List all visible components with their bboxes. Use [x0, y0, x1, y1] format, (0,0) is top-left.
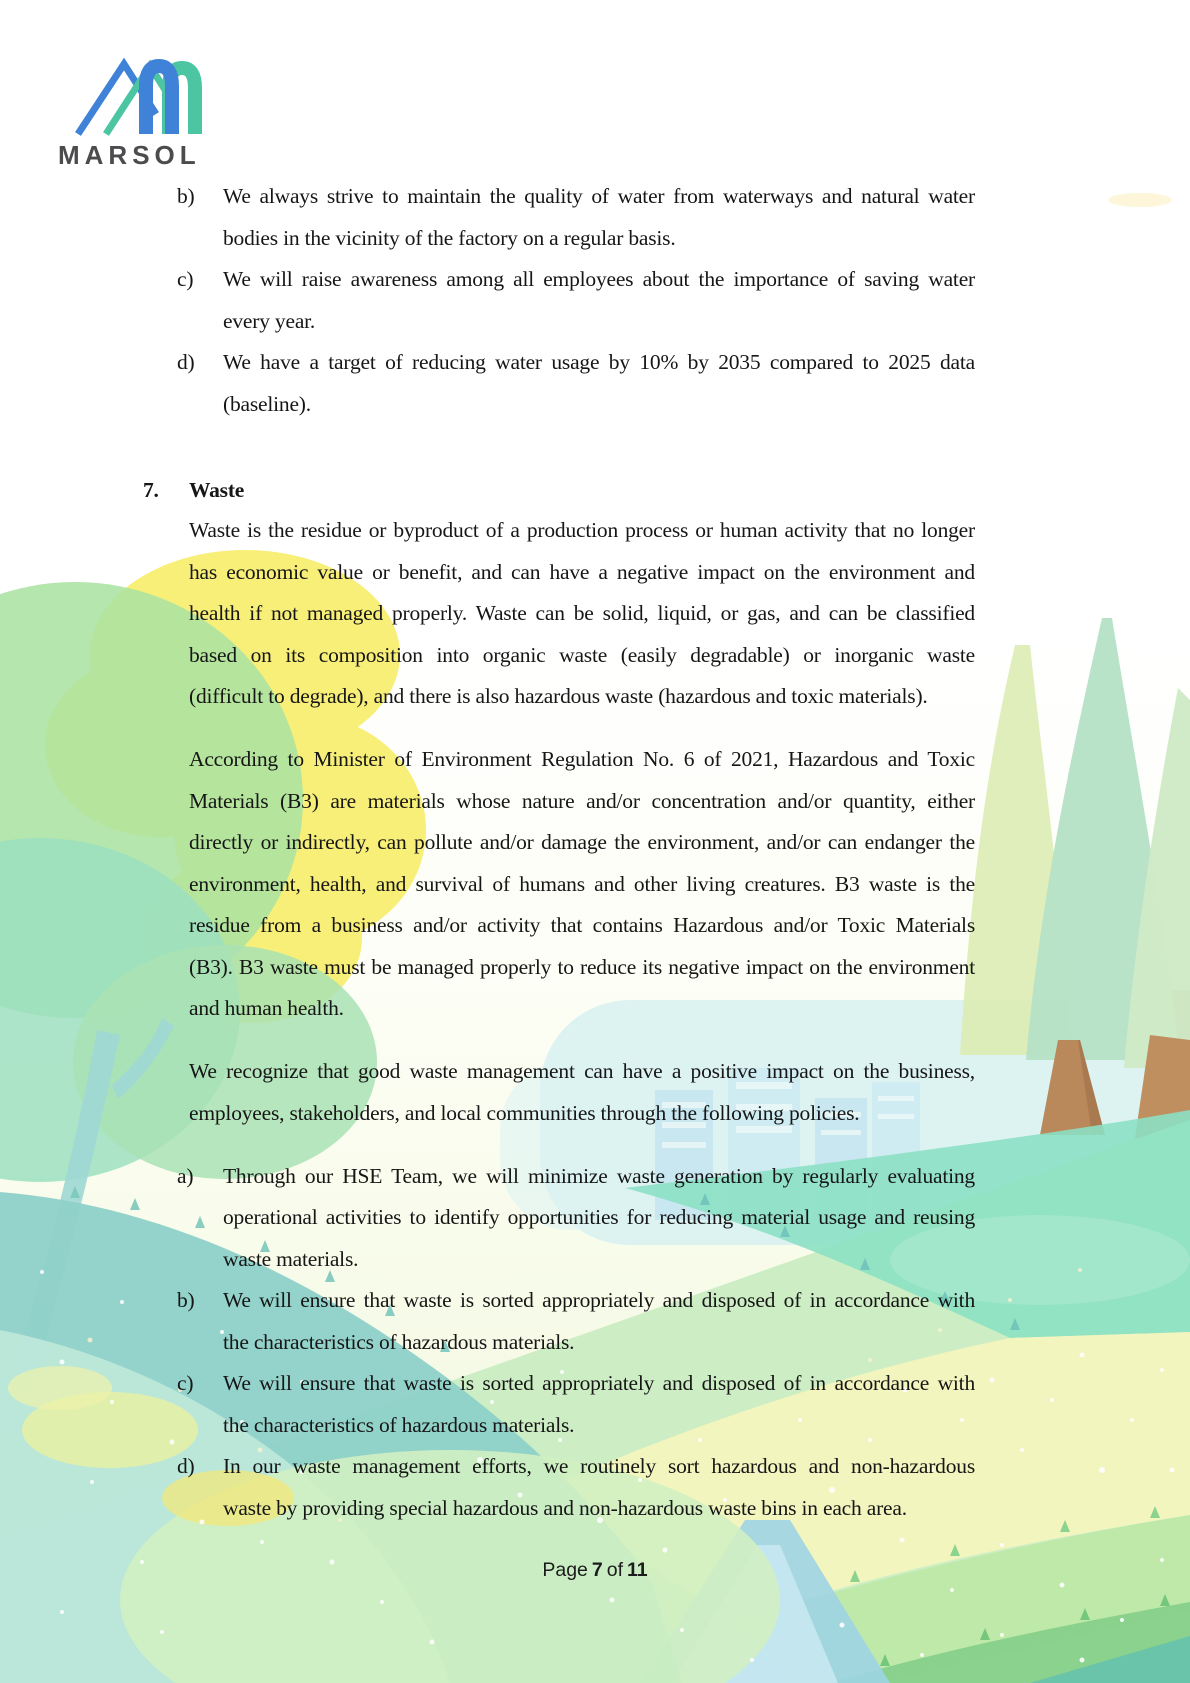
text-line: the characteristics of hazardous materials.: [223, 1412, 575, 1437]
text-line: We will raise awareness among all employees about the importance of saving water: [223, 267, 975, 291]
text-line: Waste is the residue or byproduct of a production process or human activity that no longer: [189, 518, 975, 542]
text-line: has economic value or benefit, and can have a negative impact on the environment and: [189, 559, 975, 584]
text-line: operational activities to identify opportunities for reducing material usage and reusing: [223, 1205, 975, 1229]
text-line: employees, stakeholders, and local communities through the following policies.: [189, 1100, 860, 1125]
list-item-text: [223, 1156, 975, 1281]
list-item-text: [223, 176, 975, 259]
text-line: based on its composition into organic waste (easily degradable) or inorganic waste: [189, 642, 975, 667]
text-line: We recognize that good waste management can have a positive impact on the business,: [189, 1059, 975, 1083]
list-item-text: [223, 259, 975, 342]
text-line: In our waste management efforts, we routinely sort hazardous and non-hazardous: [223, 1454, 975, 1478]
text-line: (difficult to degrade), and there is also hazardous waste (hazardous and toxic materials).: [189, 684, 928, 708]
text-line: environment, health, and survival of humans and other living creatures. B3 waste is the: [189, 871, 975, 896]
list-item: [177, 1446, 975, 1529]
list-marker: b): [177, 184, 195, 208]
water-policy-list: [177, 176, 975, 425]
logo: [58, 52, 226, 171]
list-item: [177, 176, 975, 259]
text-line: According to Minister of Environment Regulation No. 6 of 2021, Hazardous and Toxic: [189, 747, 975, 771]
list-item: [177, 259, 975, 342]
list-marker: c): [177, 1371, 194, 1395]
text-line: bodies in the vicinity of the factory on a regular basis.: [223, 225, 676, 250]
section-number: 7.: [143, 478, 159, 502]
logo-mark: [74, 52, 226, 136]
list-item: [177, 1156, 975, 1281]
waste-policy-list: [177, 1156, 975, 1530]
text-line: Through our HSE Team, we will minimize waste generation by regularly evaluating: [223, 1163, 975, 1188]
top-right-smudge: [1108, 193, 1172, 207]
text-line: Materials (B3) are materials whose nature and/or concentration and/or quantity, either: [189, 788, 975, 813]
list-item-text: [223, 1363, 975, 1446]
text-line: waste materials.: [223, 1246, 359, 1271]
list-marker: c): [177, 267, 194, 291]
footer-of-word: of: [606, 1559, 624, 1581]
section-title: Waste: [189, 478, 245, 502]
footer-total-pages: 11: [627, 1559, 648, 1581]
list-marker: a): [177, 1163, 194, 1188]
list-item: [177, 1280, 975, 1363]
list-item: [177, 1363, 975, 1446]
logo-wordmark: MARSOL: [58, 140, 201, 170]
section-heading: [143, 470, 244, 512]
list-marker: d): [177, 1454, 195, 1478]
list-item-text: [223, 1280, 975, 1363]
list-marker: d): [177, 350, 195, 374]
text-line: waste by providing special hazardous and non-hazardous waste bins in each area.: [223, 1495, 907, 1520]
text-line: directly or indirectly, can pollute and/or damage the environment, and/or can endanger the: [189, 830, 975, 854]
footer-page-word: Page: [542, 1559, 588, 1581]
footer-page-number: 7: [591, 1559, 603, 1581]
page-footer: [0, 1559, 1190, 1582]
list-item-text: [223, 342, 975, 425]
text-line: We will ensure that waste is sorted appropriately and disposed of in accordance with: [223, 1371, 975, 1395]
text-line: We will ensure that waste is sorted appropriately and disposed of in accordance with: [223, 1288, 975, 1312]
text-line: (B3). B3 waste must be managed properly to reduce its negative impact on the environment: [189, 954, 975, 979]
waste-section-body: [177, 510, 975, 1529]
text-line: every year.: [223, 308, 316, 333]
text-line: and human health.: [189, 996, 344, 1020]
list-item: [177, 342, 975, 425]
list-marker: b): [177, 1288, 195, 1312]
text-line: health if not managed properly. Waste can be solid, liquid, or gas, and can be classified: [189, 601, 975, 625]
list-item-text: [223, 1446, 975, 1529]
text-line: We always strive to maintain the quality of water from waterways and natural water: [223, 184, 975, 208]
text-line: the characteristics of hazardous materials.: [223, 1329, 575, 1354]
text-line: residue from a business and/or activity that contains Hazardous and/or Toxic Materials: [189, 913, 975, 937]
text-line: We have a target of reducing water usage by 10% by 2035 compared to 2025 data: [223, 350, 975, 374]
text-line: (baseline).: [223, 391, 311, 416]
